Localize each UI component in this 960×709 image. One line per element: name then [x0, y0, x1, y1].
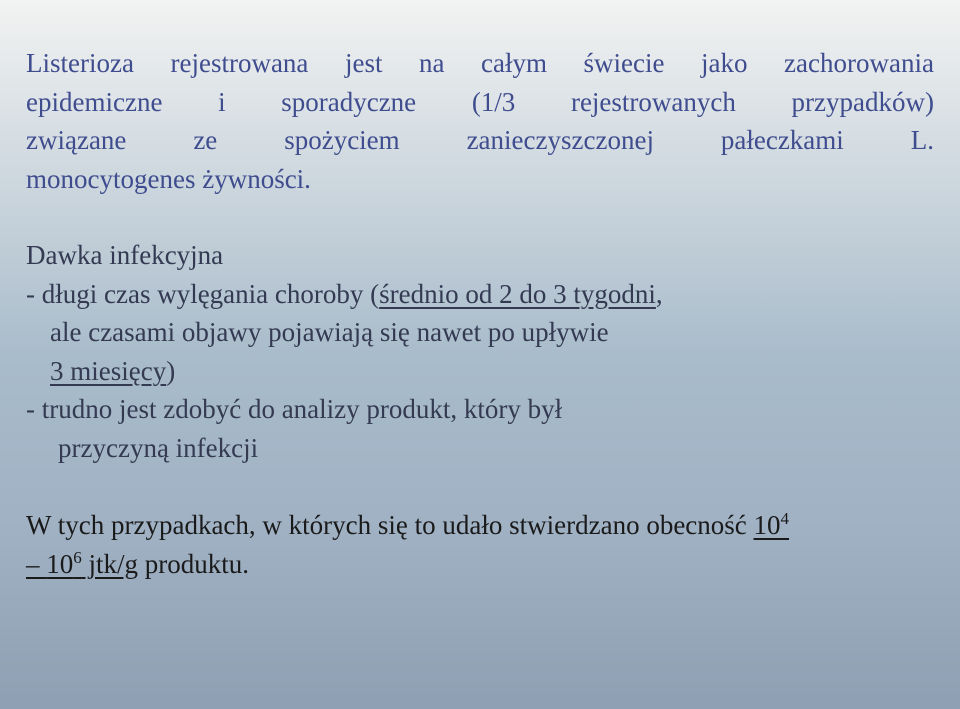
underlined-text: średnio od 2 do 3 tygodni: [379, 278, 656, 309]
text: W tych przypadkach, w których się to udało stwierdzano obecność: [26, 510, 754, 540]
text: ,: [655, 278, 663, 309]
word: świecie: [583, 48, 665, 78]
intro-line-4: [26, 160, 934, 199]
range-high-value: [26, 549, 138, 579]
word: pałeczkami: [720, 125, 844, 155]
exponent: 4: [780, 509, 790, 528]
bullet-incubation-line-3: [26, 352, 936, 391]
word: monocytogenes żywności.: [26, 163, 311, 194]
word: (1/3: [471, 86, 516, 117]
text: - długi czas wylęgania choroby (: [26, 278, 380, 309]
word: jest: [344, 48, 383, 78]
range-line-1: [26, 506, 938, 545]
range-line-2: [26, 545, 938, 584]
intro-line-1: [26, 44, 934, 83]
word: L.: [910, 125, 934, 155]
section-heading: Dawka infekcyjna: [26, 240, 224, 270]
word: przypadków): [791, 86, 934, 117]
infectious-dose-paragraph: [26, 236, 936, 467]
word: rejestrowanych: [570, 86, 736, 117]
range-dash: –: [26, 548, 47, 579]
unit: jtk/g: [81, 548, 139, 579]
word: zachorowania: [784, 48, 934, 78]
word: jako: [701, 48, 748, 78]
word: Listerioza: [26, 48, 134, 78]
bullet-sample-line-2: przyczyną infekcji: [58, 432, 259, 463]
word: spożyciem: [284, 125, 400, 155]
exponent: 6: [73, 547, 82, 567]
bullet-incubation: [26, 275, 936, 314]
bullet-incubation-line-2: ale czasami objawy pojawiają się nawet po upływie: [50, 317, 609, 347]
word: związane: [26, 125, 127, 155]
range-low-value: [754, 510, 790, 540]
text: ): [166, 355, 176, 386]
word: epidemiczne: [26, 86, 163, 117]
word: zanieczyszczonej: [466, 125, 654, 155]
word: sporadyczne: [281, 86, 417, 117]
intro-paragraph: [26, 44, 934, 198]
intro-line-2: [26, 83, 934, 122]
bullet-sample: - trudno jest zdobyć do analizy produkt, który był: [26, 394, 563, 424]
word: na: [418, 48, 445, 78]
intro-line-3: [26, 121, 934, 160]
underlined-text: 3 miesięcy: [50, 355, 167, 386]
base: 10: [753, 510, 781, 540]
word: całym: [481, 48, 547, 78]
word: i: [218, 86, 226, 117]
text: produktu.: [138, 548, 250, 579]
word: rejestrowana: [170, 48, 309, 78]
base: 10: [46, 548, 74, 579]
word: ze: [193, 125, 218, 155]
detected-range-paragraph: [26, 506, 938, 583]
